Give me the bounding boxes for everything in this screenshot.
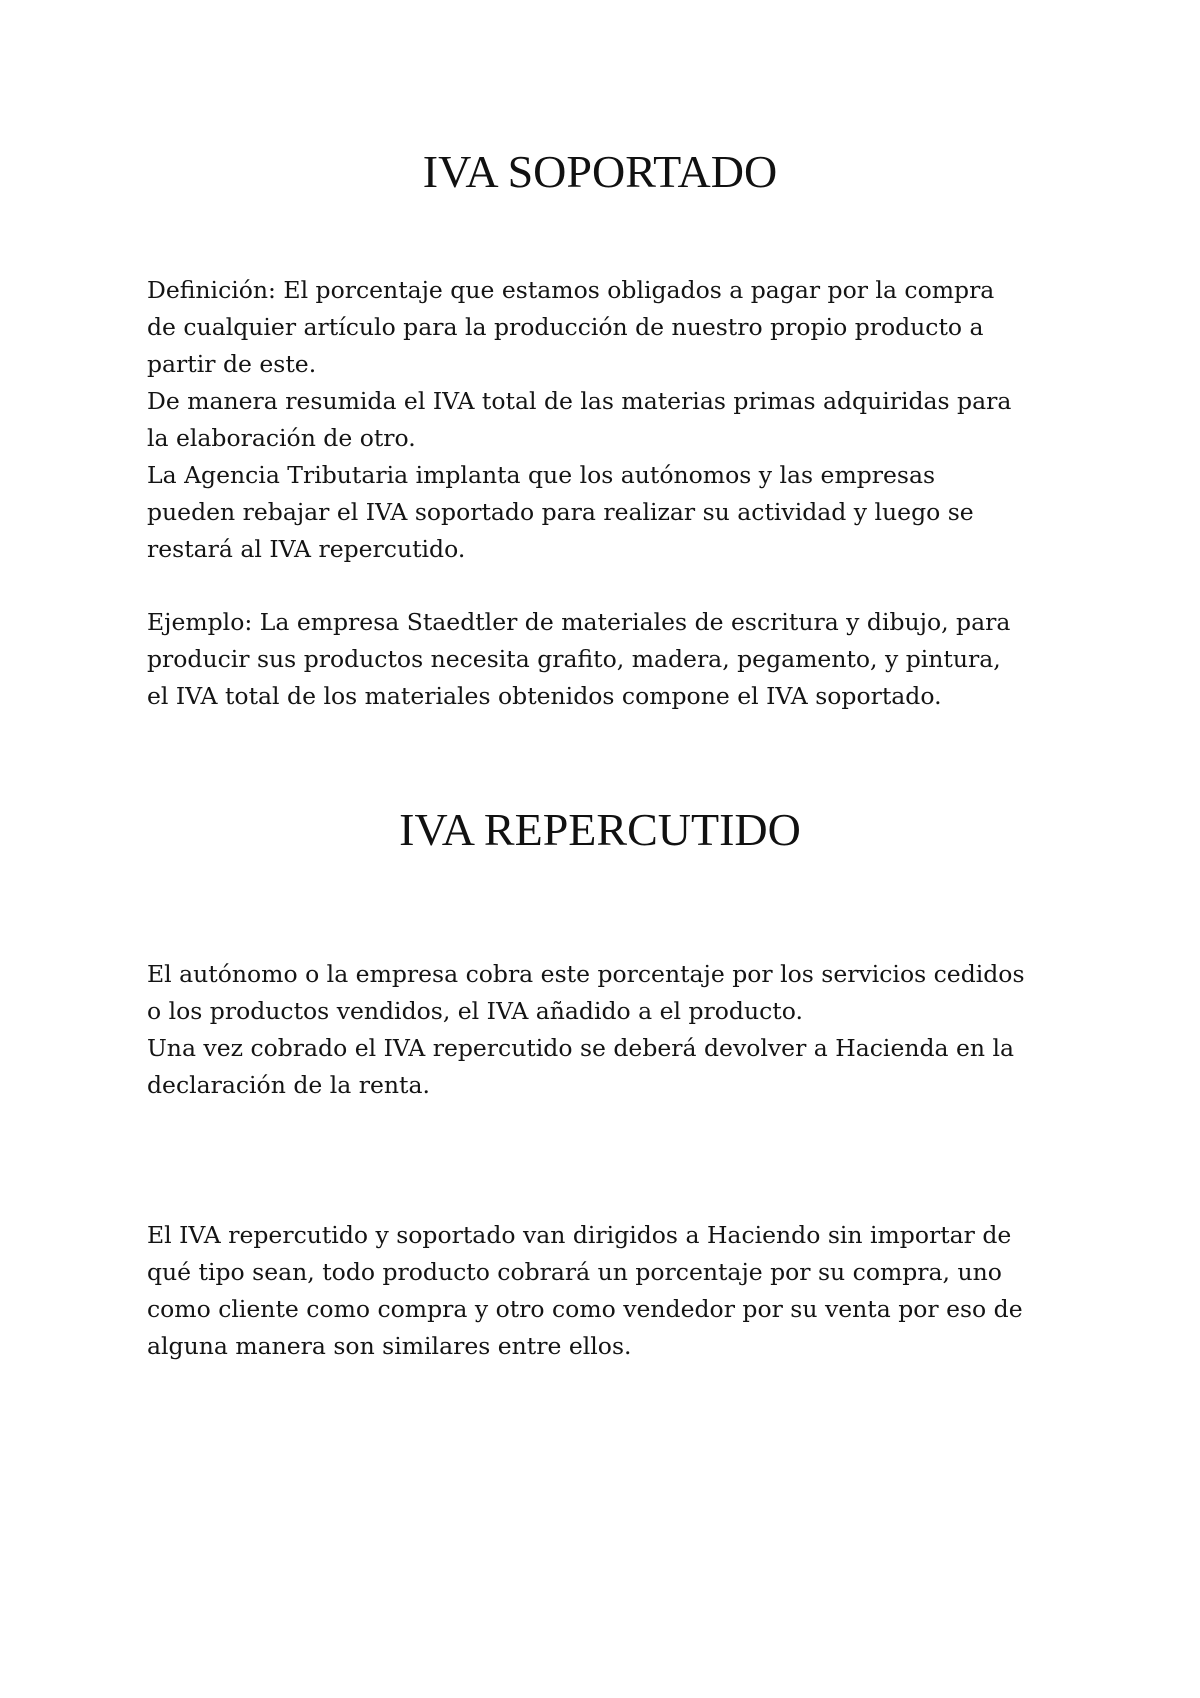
text-line: Ejemplo: La empresa Staedtler de materiales de escritura y dibujo, para — [147, 608, 1011, 636]
heading-iva-soportado: IVA SOPORTADO — [422, 146, 778, 197]
text-line: la elaboración de otro. — [147, 424, 416, 452]
paragraph-example — [147, 604, 1077, 715]
text-line: partir de este. — [147, 350, 317, 378]
text-line: pueden rebajar el IVA soportado para realizar su actividad y luego se — [147, 498, 974, 526]
text-line: declaración de la renta. — [147, 1071, 430, 1099]
text-line: Definición: El porcentaje que estamos obligados a pagar por la compra — [147, 276, 995, 304]
text-line: como cliente como compra y otro como vendedor por su venta por eso de — [147, 1295, 1023, 1323]
paragraph-repercutido — [147, 956, 1077, 1104]
heading-iva-repercutido: IVA REPERCUTIDO — [399, 804, 801, 855]
text-line: alguna manera son similares entre ellos. — [147, 1332, 632, 1360]
text-line: El autónomo o la empresa cobra este porcentaje por los servicios cedidos — [147, 960, 1025, 988]
text-line: El IVA repercutido y soportado van dirigidos a Haciendo sin importar de — [147, 1221, 1012, 1249]
text-line: restará al IVA repercutido. — [147, 535, 466, 563]
text-line: Una vez cobrado el IVA repercutido se deberá devolver a Hacienda en la — [147, 1034, 1015, 1062]
text-line: La Agencia Tributaria implanta que los autónomos y las empresas — [147, 461, 936, 489]
text-line: el IVA total de los materiales obtenidos compone el IVA soportado. — [147, 682, 942, 710]
paragraph-definition — [147, 272, 1077, 568]
text-line: de cualquier artículo para la producción de nuestro propio producto a — [147, 313, 984, 341]
text-line: qué tipo sean, todo producto cobrará un porcentaje por su compra, uno — [147, 1258, 1002, 1286]
text-line: De manera resumida el IVA total de las materias primas adquiridas para — [147, 387, 1012, 415]
text-line: producir sus productos necesita grafito, madera, pegamento, y pintura, — [147, 645, 1001, 673]
paragraph-conclusion — [147, 1217, 1077, 1365]
text-line: o los productos vendidos, el IVA añadido a el producto. — [147, 997, 803, 1025]
